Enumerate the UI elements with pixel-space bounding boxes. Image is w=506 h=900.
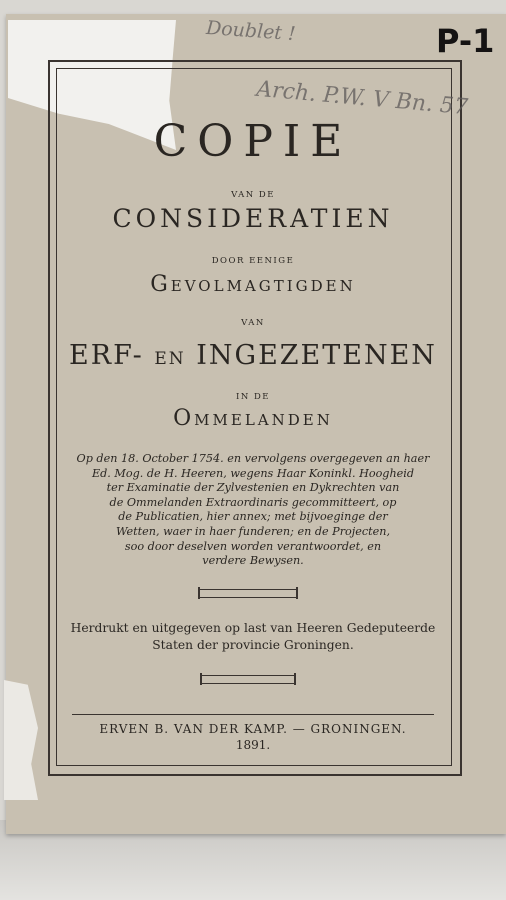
title-copie: COPIE [153, 116, 353, 167]
ornament-rule [200, 675, 296, 684]
title-ommelanden: Ommelanden [173, 406, 333, 431]
description-line: verdere Bewysen. [202, 554, 304, 568]
text-van-de: VAN DE [231, 190, 275, 200]
text-door-eenige: DOOR EENIGE [211, 256, 295, 266]
handwritten-archive-ref: Arch. P.W. V Bn. 57 [255, 76, 469, 121]
description-line: soo door deselven worden verantwoordet, en [124, 539, 382, 553]
description-line: Wetten, waer in haer funderen; en de Projecten, [115, 524, 391, 538]
title-en: EN [154, 349, 186, 369]
publication-year: 1891. [235, 738, 271, 752]
ornament-rule [198, 589, 298, 598]
title-gevolmagtigden: Gevolmagtigden [150, 272, 356, 297]
divider-line [72, 714, 434, 715]
description-line: de Ommelanden Extraordinaris gecommitteert, op [109, 495, 397, 509]
reprint-note [66, 620, 440, 654]
description-line: de Publicatien, hier annex; met bijvoeginge der [118, 510, 388, 524]
reprint-line: Herdrukt en uitgegeven op last van Heeren Gedeputeerde [70, 621, 436, 635]
description-line: ter Examinatie der Zylvestenien en Dykrechten van [106, 481, 400, 495]
title-erf-en-ingezetenen [56, 340, 450, 371]
description-line: Ed. Mog. de H. Heeren, wegens Haar Koninkl. Hoogheid [91, 466, 415, 480]
title-consideratien: CONSIDERATIEN [112, 204, 394, 233]
description-line: Op den 18. October 1754. en vervolgens overgegeven an haer [76, 452, 430, 465]
title-ingezetenen: INGEZETENEN [196, 340, 437, 371]
text-van: VAN [241, 318, 265, 328]
description-paragraph [66, 452, 440, 569]
text-in-de: IN DE [235, 392, 271, 402]
handwritten-doublet-note: Doublet ! [205, 16, 297, 46]
title-erf: ERF- [69, 340, 144, 371]
handwritten-page-code: P-1 [436, 22, 495, 60]
publisher-imprint: ERVEN B. VAN DER KAMP. — GRONINGEN. [99, 722, 407, 736]
reprint-line: Staten der provincie Groningen. [152, 638, 354, 652]
